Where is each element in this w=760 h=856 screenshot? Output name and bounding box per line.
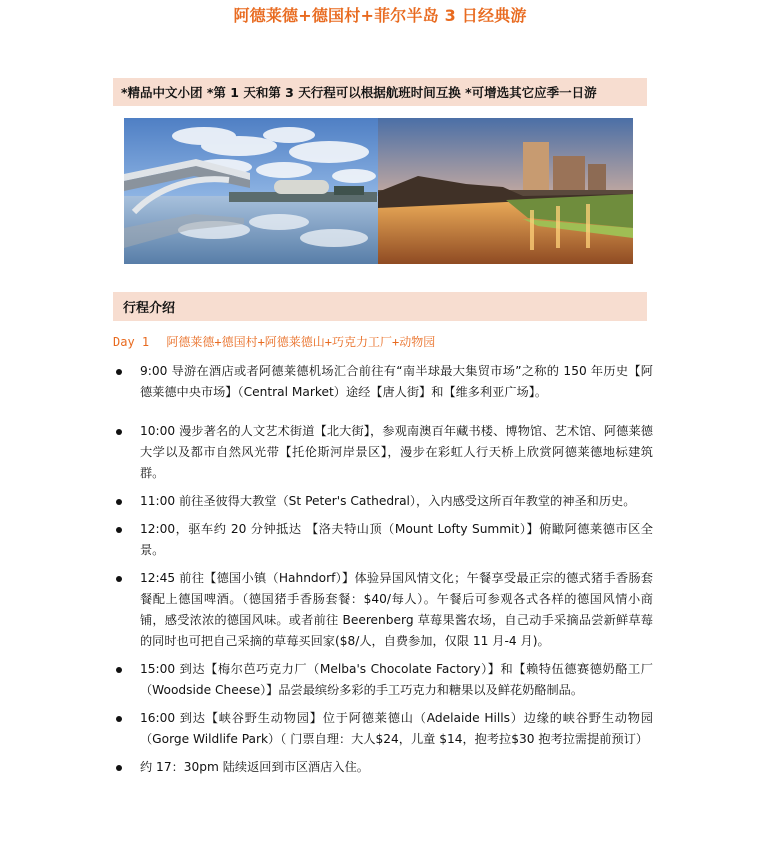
bullet-icon: [116, 667, 122, 673]
list-item: [113, 421, 653, 484]
itinerary-list: [113, 361, 653, 785]
torrens-river-city-photo: [378, 118, 633, 264]
item-text: 约 17：30pm 陆续返回到市区酒店入住。: [140, 760, 369, 774]
item-text: 16:00 到达【峡谷野生动物园】位于阿德莱德山（Adelaide Hills）边缘的峡谷野生动物园（Gorge Wildlife Park）（ 门票自理：大人$24，儿童 $14，抱考拉$30 抱考拉需提前预订）: [140, 711, 653, 746]
page-title: 阿德莱德+德国村+菲尔半岛 3 日经典游: [233, 6, 527, 25]
day-heading: [113, 333, 435, 350]
item-text: 10:00 漫步著名的人文艺术街道【北大街】，参观南澳百年藏书楼、博物馆、艺术馆、阿德莱德大学以及都市自然风光带【托伦斯河岸景区】，漫步在彩虹人行天桥上欣赏阿德莱德地标建筑群。: [140, 424, 653, 480]
list-item: [113, 361, 653, 403]
item-text: 12:45 前往【德国小镇（Hahndorf）】体验异国风情文化；午餐享受最正宗的德式猪手香肠套餐配上德国啤酒。（德国猪手香肠套餐：$40/每人）。午餐后可参观各式各样的德国风情小商铺，感受浓浓的德国风味。或者前往 Beerenberg 草莓果酱农场，自己动手采摘品尝新鲜草莓的同时也可把自己采摘的草莓买回家($8/人，自费参加，仅限 11 月-4 月)。: [140, 571, 653, 648]
bullet-icon: [116, 429, 122, 435]
day-route: 阿德莱德+德国村+阿德莱德山+巧克力工厂+动物园: [166, 335, 436, 349]
adelaide-bridge-photo: [124, 118, 378, 264]
item-text: 11:00 前往圣彼得大教堂（St Peter's Cathedral），入内感受这所百年教堂的神圣和历史。: [140, 494, 636, 508]
list-item: [113, 659, 653, 701]
bullet-icon: [116, 716, 122, 722]
bullet-icon: [116, 369, 122, 375]
item-text: 9:00 导游在酒店或者阿德莱德机场汇合前往有“南半球最大集贸市场”之称的 150 年历史【阿德莱德中央市场】（Central Market）途经【唐人街】和【维多利亚广场】。: [140, 364, 653, 399]
bullet-icon: [116, 576, 122, 582]
bullet-icon: [116, 499, 122, 505]
list-item: [113, 568, 653, 652]
bullet-icon: [116, 527, 122, 533]
day-label: Day 1: [113, 335, 150, 349]
list-item: [113, 708, 653, 750]
bullet-icon: [116, 765, 122, 771]
section-heading: 行程介绍: [113, 292, 647, 321]
list-item: [113, 757, 653, 778]
highlight-banner: *精品中文小团 *第 1 天和第 3 天行程可以根据航班时间互换 *可增选其它应季一日游: [113, 78, 647, 106]
item-text: 15:00 到达【梅尔芭巧克力厂（Melba's Chocolate Factory）】和【赖特伍德赛德奶酪工厂（Woodside Cheese）】品尝最缤纷多彩的手工巧克力和糖果以及鲜花奶酪制品。: [140, 662, 653, 697]
list-item: [113, 491, 653, 512]
item-text: 12:00，驱车约 20 分钟抵达 【洛夫特山顶（Mount Lofty Summit）】俯瞰阿德莱德市区全景。: [140, 522, 653, 557]
list-item: [113, 519, 653, 561]
